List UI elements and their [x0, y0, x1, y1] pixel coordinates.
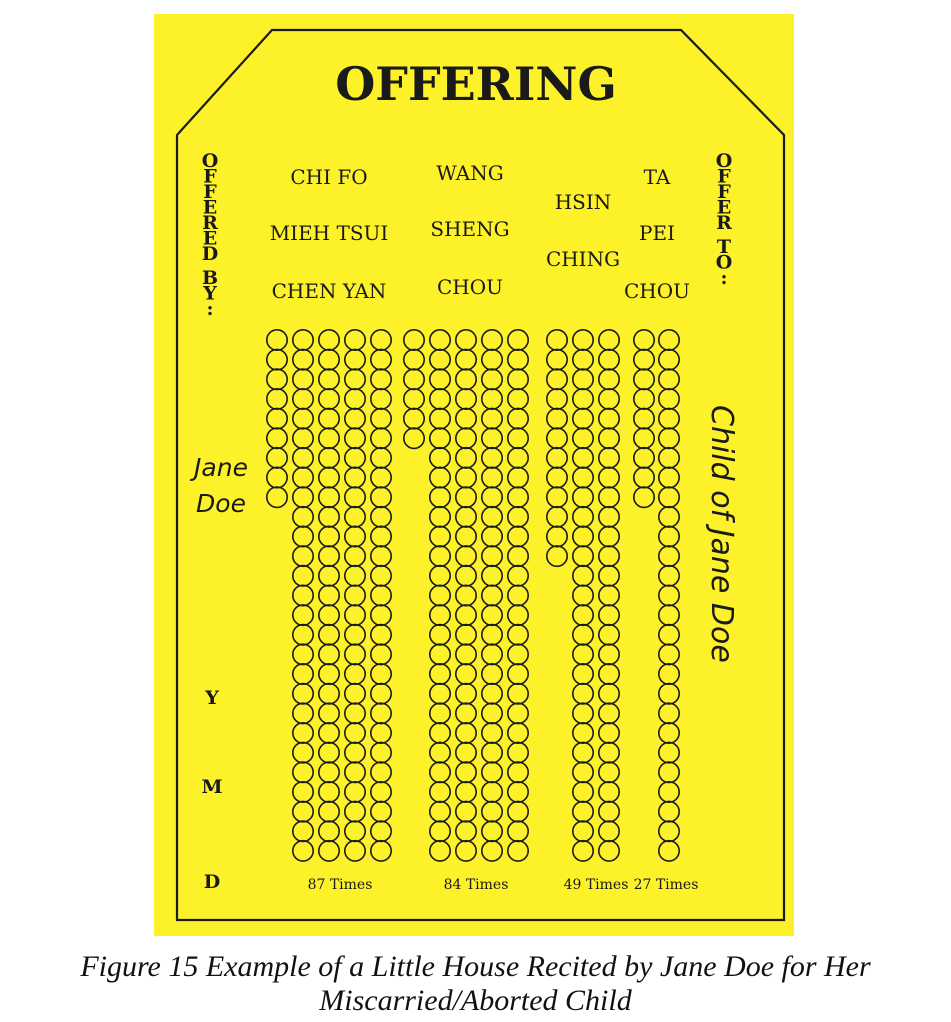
- offering-title: OFFERING: [335, 57, 617, 111]
- offered-by-vertical-char-5: E: [202, 227, 218, 250]
- offer-to-name: Child of Jane Doe: [704, 405, 739, 663]
- offer-to-vertical-label: [716, 150, 733, 289]
- column-2-line-1: WANG: [436, 161, 504, 185]
- offer-to-vertical-char-1: F: [717, 165, 731, 188]
- offered-by-vertical-char-4: R: [202, 212, 218, 234]
- date-label-day: D: [203, 871, 221, 893]
- column-3-line-2: CHING: [545, 247, 621, 271]
- offered-by-vertical-char-3: E: [202, 196, 218, 219]
- column-2-count: 84 Times: [443, 877, 509, 893]
- date-label-year: Y: [205, 687, 219, 709]
- column-1-line-3: CHEN YAN: [271, 279, 387, 303]
- column-2-line-2: SHENG: [430, 217, 510, 241]
- column-1-line-1: CHI FO: [290, 165, 368, 189]
- offered-by-vertical-char-6: D: [201, 243, 219, 265]
- column-4-count: 27 Times: [633, 877, 699, 893]
- offer-to-vertical-char-0: O: [715, 150, 733, 172]
- offered-by-vertical-char-2: F: [203, 181, 217, 203]
- offer-to-vertical-char-4: R: [716, 212, 732, 234]
- figure-caption-line-2: Miscarried/Aborted Child: [319, 984, 632, 1017]
- offer-to-vertical-char-5: T: [716, 236, 732, 259]
- offered-by-name-last: Doe: [196, 489, 246, 518]
- column-3-count: 49 Times: [563, 877, 629, 893]
- offered-by-vertical-char-7: B: [201, 267, 219, 290]
- offered-by-vertical-char-9: :: [206, 298, 214, 321]
- column-1-line-2: MIEH TSUI: [269, 221, 389, 245]
- figure-caption-line-1: Figure 15 Example of a Little House Recited by Jane Doe for Her: [80, 950, 871, 983]
- column-2-line-3: CHOU: [437, 275, 503, 299]
- offered-by-name-first: Jane: [194, 453, 248, 482]
- column-1-count: 87 Times: [307, 877, 373, 893]
- column-4-line-3: CHOU: [624, 279, 690, 303]
- offered-by-vertical-char-1: F: [203, 165, 217, 188]
- offer-to-vertical-char-3: E: [716, 196, 732, 219]
- offered-by-vertical-label: [202, 150, 219, 320]
- column-4-line-2: PEI: [639, 221, 675, 245]
- offered-by-vertical-char-8: Y: [203, 282, 217, 305]
- date-label-month: M: [201, 776, 223, 798]
- offer-to-vertical-char-6: O: [715, 251, 733, 274]
- column-2-names: [430, 161, 509, 299]
- offer-to-vertical-char-2: F: [717, 181, 731, 203]
- column-4-line-1: TA: [643, 165, 671, 189]
- offered-by-vertical-char-0: O: [201, 150, 219, 172]
- offer-to-vertical-char-7: :: [720, 267, 728, 290]
- column-3-line-1: HSIN: [554, 190, 612, 214]
